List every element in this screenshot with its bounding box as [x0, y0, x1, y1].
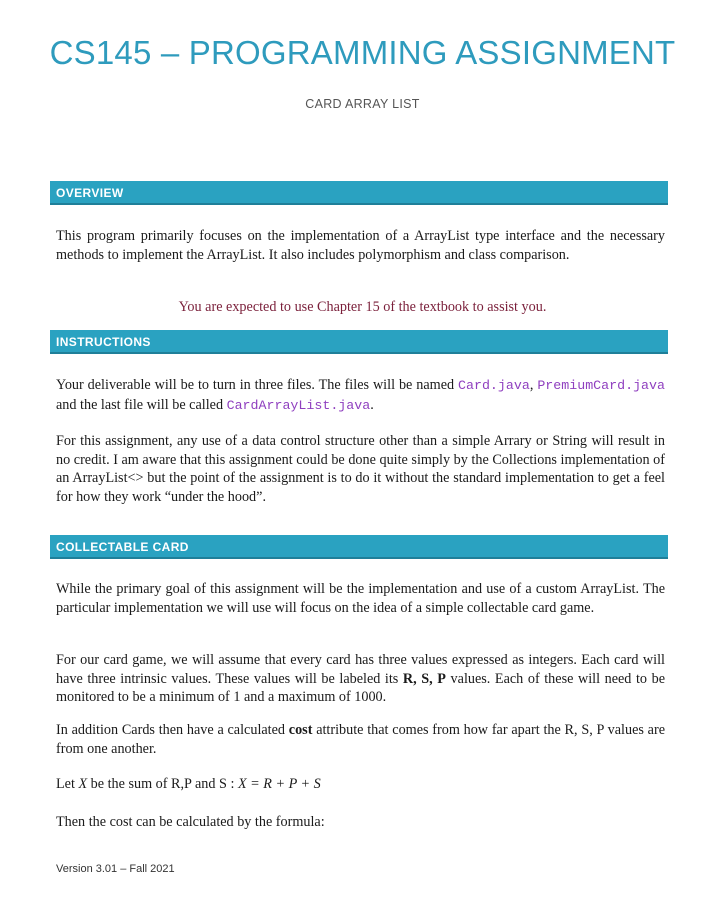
math-variable-x: X — [78, 776, 88, 792]
math-formula: X = R + P + S — [237, 776, 321, 792]
instructions-text-b: , — [529, 377, 538, 393]
collectable-p2-text-a: For our card game, we will assume that every card has three values expressed as integers. Each card will have three intrinsic values. These values will be labeled its — [56, 652, 665, 687]
section-header-overview: OVERVIEW — [50, 181, 668, 205]
collectable-paragraph-3 — [56, 721, 665, 758]
collectable-paragraph-1: While the primary goal of this assignment will be the implementation and use of a custom ArrayList. The particular implementation we will use will focus on the idea of a simple collectable card game. — [56, 581, 665, 616]
instructions-text-d: . — [370, 396, 374, 413]
collectable-p4-text-b: be the sum of R,P and S : — [87, 776, 238, 792]
collectable-paragraph-4 — [56, 775, 665, 794]
filename-premium-card: PremiumCard.java — [537, 378, 665, 393]
instructions-paragraph-1 — [56, 376, 665, 415]
section-header-instructions: INSTRUCTIONS — [50, 330, 668, 354]
filename-card-array-list: CardArrayList.java — [226, 397, 371, 413]
instructions-text-c: and the last file will be called — [56, 396, 227, 413]
collectable-p3-text-b: attribute that comes from how far apart the R, S, P values are from one another. — [56, 722, 665, 757]
collectable-p4-text-a: Let — [56, 776, 79, 792]
document-title: CS145 – PROGRAMMING ASSIGNMENT — [49, 34, 676, 71]
overview-paragraph: This program primarily focuses on the implementation of a ArrayList type interface and the necessary methods to implement the ArrayList. It also includes polymorphism and class comparison. — [56, 228, 665, 263]
collectable-p3-text-a: In addition Cards then have a calculated — [56, 722, 289, 738]
document-subtitle: CARD ARRAY LIST — [305, 97, 420, 111]
collectable-p3-bold: cost — [288, 722, 313, 738]
section-header-collectable-card: COLLECTABLE CARD — [50, 535, 668, 559]
collectable-paragraph-2 — [56, 651, 665, 707]
filename-card: Card.java — [458, 378, 530, 393]
collectable-p2-bold: R, S, P — [402, 670, 446, 687]
collectable-p2-text-b: values. Each of these will need to be monitored to be a minimum of 1 and a maximum of 1000. — [56, 670, 665, 705]
instructions-paragraph-2: For this assignment, any use of a data control structure other than a simple Arrary or String will result in no credit. I am aware that this assignment could be done quite simply by the Collections implementation of an ArrayList<> but the point of the assignment is to do it without the standard implementation to get a feel for how they work “under the hood”. — [56, 433, 665, 505]
overview-note: You are expected to use Chapter 15 of the textbook to assist you. — [178, 299, 547, 315]
collectable-paragraph-5: Then the cost can be calculated by the formula: — [56, 814, 325, 830]
footer-version: Version 3.01 – Fall 2021 — [56, 863, 175, 875]
instructions-text-a: Your deliverable will be to turn in three files. The files will be named — [56, 377, 459, 393]
